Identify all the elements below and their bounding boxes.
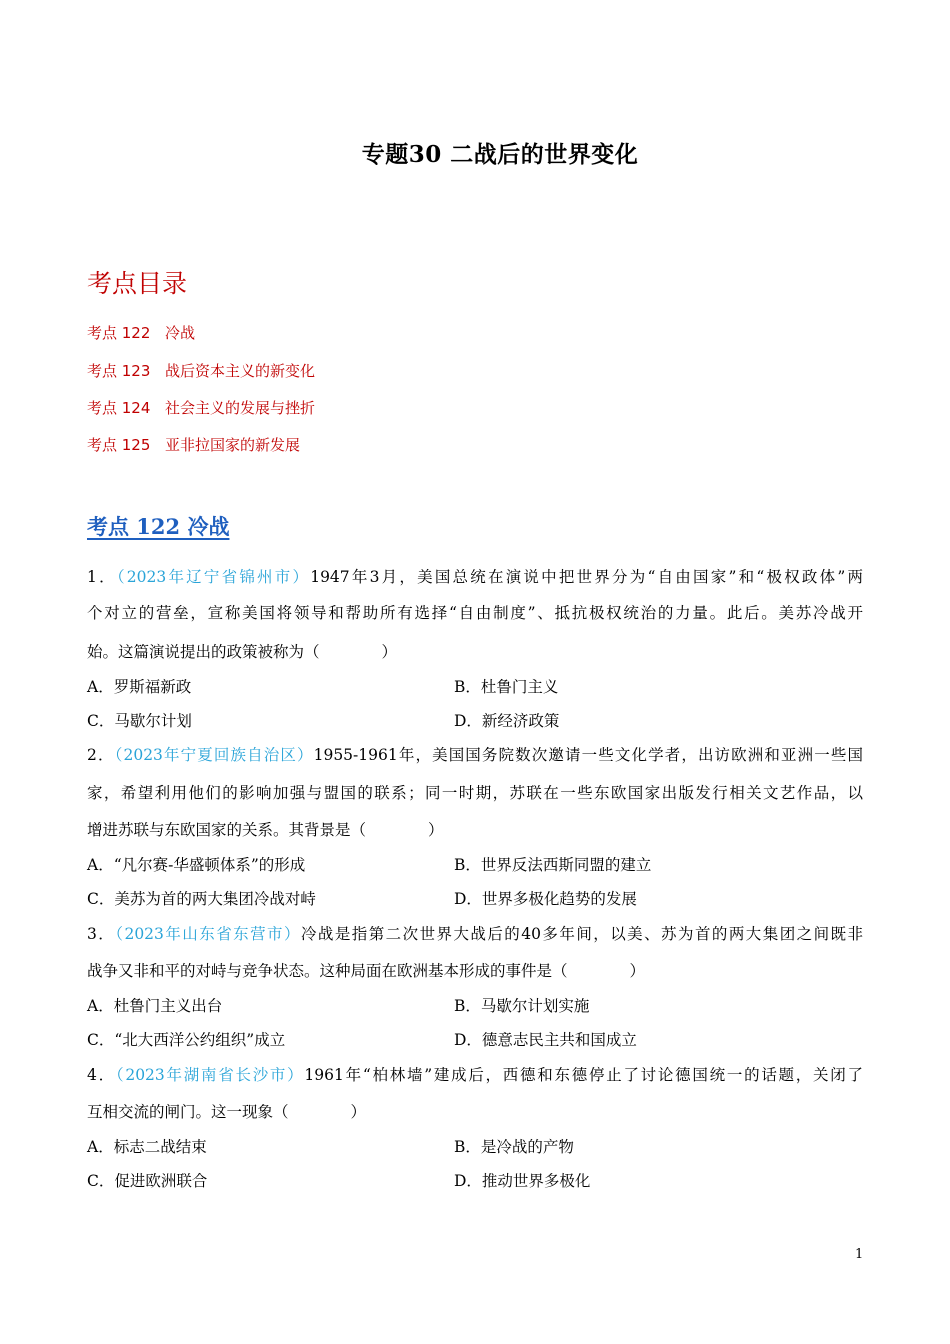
section-heading-link[interactable]: 考点 122 冷战 <box>87 514 230 539</box>
question-1-option-d: D．新经济政策 <box>454 712 560 730</box>
question-number: 1． <box>87 568 117 586</box>
toc-item-code: 考点 123 <box>87 362 151 380</box>
toc-heading: 考点目录 <box>87 269 188 298</box>
question-1-line-2: 个对立的营垒，宣称美国将领导和帮助所有选择“自由制度”、抵抗极权统治的力量。此后。美苏冷战开 <box>87 604 863 622</box>
toc-item[interactable] <box>87 322 195 343</box>
question-2-option-a: A．“凡尔赛-华盛顿体系”的形成 <box>87 856 306 874</box>
toc-item-label: 亚非拉国家的新发展 <box>165 436 301 454</box>
question-4-option-d: D．推动世界多极化 <box>454 1172 591 1190</box>
toc-item[interactable] <box>87 397 315 418</box>
question-text: 冷战是指第二次世界大战后的40多年间，以美、苏为首的两大集团之间既非 <box>300 925 863 943</box>
question-4-line-1 <box>87 1063 863 1085</box>
question-3-line-2: 战争又非和平的对峙与竞争状态。这种局面在欧洲基本形成的事件是（ ） <box>87 962 646 980</box>
question-3-option-c: C．“北大西洋公约组织”成立 <box>87 1031 286 1049</box>
question-4-option-b: B．是冷战的产物 <box>454 1138 574 1156</box>
question-4-line-2: 互相交流的闸门。这一现象（ ） <box>87 1103 367 1121</box>
question-number: 3． <box>87 925 116 943</box>
question-1-line-3: 始。这篇演说提出的政策被称为（ ） <box>87 643 398 661</box>
question-3-option-a: A．杜鲁门主义出台 <box>87 997 223 1015</box>
page-title: 专题30 二战后的世界变化 <box>361 141 639 168</box>
toc-item[interactable] <box>87 434 300 455</box>
question-source: （2023年湖南省长沙市） <box>115 1066 305 1084</box>
question-source: （2023年宁夏回族自治区） <box>114 746 314 764</box>
question-4-option-a: A．标志二战结束 <box>87 1138 207 1156</box>
question-3-option-d: D．德意志民主共和国成立 <box>454 1031 637 1049</box>
question-2-line-2: 家，希望利用他们的影响加强与盟国的联系；同一时期，苏联在一些东欧国家出版发行相关文艺作品，以 <box>87 784 863 802</box>
question-3-option-b: B．马歇尔计划实施 <box>454 997 590 1015</box>
question-2-option-d: D．世界多极化趋势的发展 <box>454 890 637 908</box>
question-2-option-b: B．世界反法西斯同盟的建立 <box>454 856 652 874</box>
question-source: （2023年山东省东营市） <box>115 925 301 943</box>
toc-item-code: 考点 124 <box>87 399 151 417</box>
toc-item-label: 战后资本主义的新变化 <box>165 362 316 380</box>
toc-item-code: 考点 125 <box>87 436 151 454</box>
question-1-option-b: B．杜鲁门主义 <box>454 678 559 696</box>
question-source: （2023年辽宁省锦州市） <box>116 568 311 586</box>
question-4-option-c: C．促进欧洲联合 <box>87 1172 208 1190</box>
question-1-option-c: C．马歇尔计划 <box>87 712 192 730</box>
question-number: 2． <box>87 746 115 764</box>
toc-item[interactable] <box>87 360 315 381</box>
toc-item-label: 冷战 <box>165 324 196 342</box>
question-1-option-a: A．罗斯福新政 <box>87 678 192 696</box>
question-text: 1955-1961年，美国国务院数次邀请一些文化学者，出访欧洲和亚洲一些国 <box>313 746 863 764</box>
toc-item-label: 社会主义的发展与挫折 <box>165 399 316 417</box>
question-1-line-1 <box>87 565 863 587</box>
question-text: 1961年“柏林墙”建成后，西德和东德停止了讨论德国统一的话题，关闭了 <box>304 1066 864 1084</box>
question-3-line-1 <box>87 922 863 944</box>
question-2-line-3: 增进苏联与东欧国家的关系。其背景是（ ） <box>87 821 444 839</box>
question-number: 4． <box>87 1066 116 1084</box>
question-2-option-c: C．美苏为首的两大集团冷战对峙 <box>87 890 316 908</box>
toc-item-code: 考点 122 <box>87 324 151 342</box>
question-2-line-1 <box>87 743 863 765</box>
question-text: 1947年3月，美国总统在演说中把世界分为“自由国家”和“极权政体”两 <box>310 568 863 586</box>
page-number: 1 <box>855 1247 864 1262</box>
